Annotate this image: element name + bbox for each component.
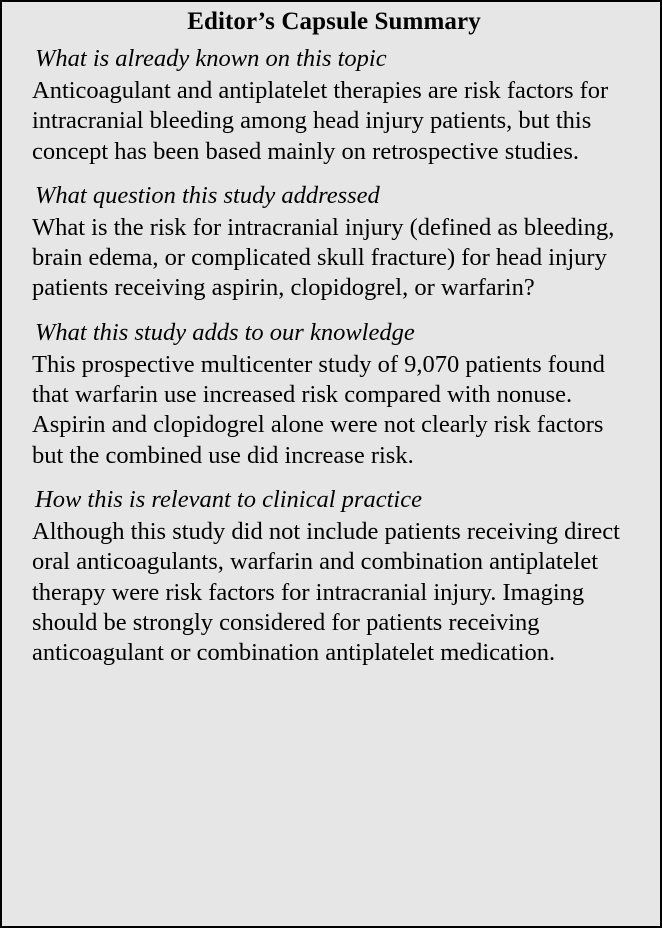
section-relevance (32, 485, 636, 668)
section-heading: What is already known on this topic (35, 45, 387, 72)
section-question (32, 181, 636, 304)
section-heading: What question this study addressed (35, 181, 380, 209)
section-body: What is the risk for intracranial injury (defined as bleeding, brain edema, or complicated skull fracture) for head injury patients receiving aspirin, clopidogrel, or warfarin? (32, 213, 615, 302)
section-body: Although this study did not include patients receiving direct oral anticoagulants, warfarin and combination antiplatelet therapy were risk factors for intracranial injury. Imaging should be strongly considered for patients receiving anticoagulant or combination antiplatelet medication. (32, 517, 620, 667)
capsule-title: Editor’s Capsule Summary (187, 8, 481, 35)
section-known (32, 44, 636, 167)
section-body: Anticoagulant and antiplatelet therapies are risk factors for intracranial bleeding among head injury patients, but this concept has been based mainly on retrospective studies. (32, 77, 609, 165)
section-body: This prospective multicenter study of 9,070 patients found that warfarin use increased risk compared with nonuse. Aspirin and clopidogrel alone were not clearly risk factors but the combined use did increase risk. (32, 350, 605, 469)
section-adds (32, 318, 636, 471)
section-heading: How this is relevant to clinical practice (35, 485, 422, 513)
section-heading: What this study adds to our knowledge (35, 318, 415, 346)
